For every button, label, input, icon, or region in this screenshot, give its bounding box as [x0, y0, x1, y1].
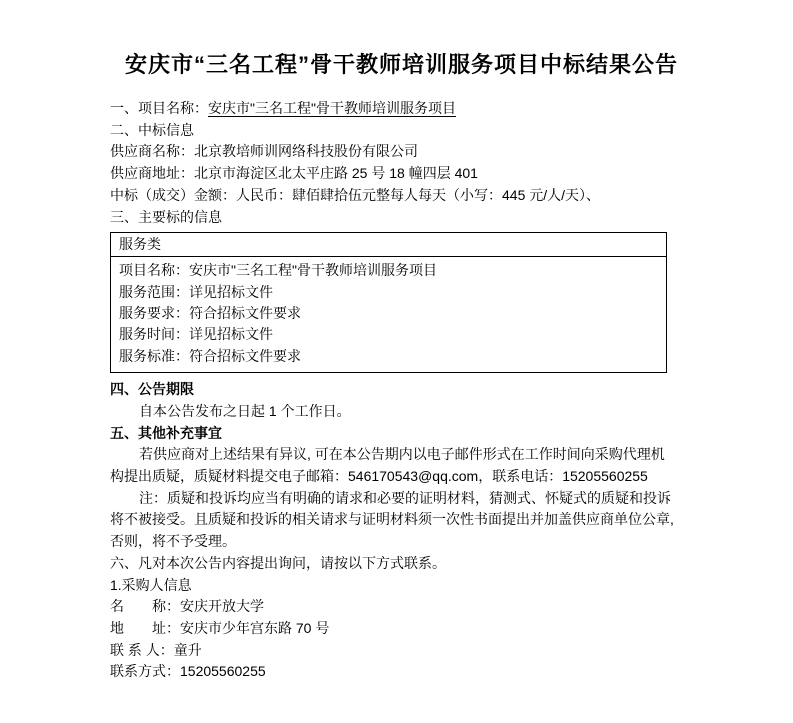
table-row-service-time: 服务时间：详见招标文件 — [119, 326, 273, 343]
table-row-service-standard: 服务标准：符合招标文件要求 — [119, 347, 301, 364]
objection-paragraph-line-1: 若供应商对上述结果有异议, 可在本公告期内以电子邮件形式在工作时间向采购代理机 — [139, 446, 665, 463]
section4-heading: 四、公告期限 — [110, 381, 194, 398]
section1-label: 一、项目名称： — [110, 100, 208, 116]
supplier-address-line: 供应商地址：北京市海淀区北太平庄路 25 号 18 幢四层 401 — [110, 165, 478, 182]
note-paragraph-line-2: 将不被接受。且质疑和投诉的相关请求与证明材料须一次性书面提出并加盖供应商单位公章, — [110, 511, 674, 528]
section6-heading: 六、凡对本次公告内容提出询问，请按以下方式联系。 — [110, 554, 446, 571]
contact-name-line: 名 称：安庆开放大学 — [110, 598, 264, 615]
service-table-body — [111, 257, 666, 372]
contact-phone-line: 联系方式：15205560255 — [110, 663, 266, 680]
table-row-service-requirement: 服务要求：符合招标文件要求 — [119, 305, 301, 322]
section4-body: 自本公告发布之日起 1 个工作日。 — [139, 402, 351, 419]
contact-person-line: 联 系 人：童升 — [110, 641, 202, 658]
page-title: 安庆市“三名工程”骨干教师培训服务项目中标结果公告 — [124, 52, 678, 77]
section1-line — [110, 98, 693, 120]
service-info-table — [110, 232, 667, 373]
award-amount-line: 中标（成交）金额：人民币：肆佰肆拾伍元整每人每天（小写：445 元/人/天）、 — [110, 186, 601, 203]
objection-paragraph-line-2: 构提出质疑，质疑材料提交电子邮箱：546170543@qq.com，联系电话：15205560255 — [110, 468, 648, 485]
contact-address-line: 地 址：安庆市少年宫东路 70 号 — [110, 619, 330, 636]
project-name-underlined: 安庆市"三名工程"骨干教师培训服务项目 — [208, 100, 456, 116]
section2-heading: 二、中标信息 — [110, 121, 194, 138]
table-row-project-name: 项目名称：安庆市"三名工程"骨干教师培训服务项目 — [119, 262, 437, 279]
supplier-name-line: 供应商名称：北京教培师训网络科技股份有限公司 — [110, 143, 418, 160]
service-table-header: 服务类 — [111, 233, 666, 257]
table-row-service-scope: 服务范围：详见招标文件 — [119, 283, 273, 300]
purchaser-info-heading: 1.采购人信息 — [110, 576, 192, 593]
section3-heading: 三、主要标的信息 — [110, 208, 222, 225]
section5-heading: 五、其他补充事宜 — [110, 424, 222, 441]
note-paragraph-line-1: 注：质疑和投诉均应当有明确的请求和必要的证明材料，猜测式、怀疑式的质疑和投诉 — [139, 489, 671, 506]
note-paragraph-line-3: 否则，将不予受理。 — [110, 533, 236, 550]
